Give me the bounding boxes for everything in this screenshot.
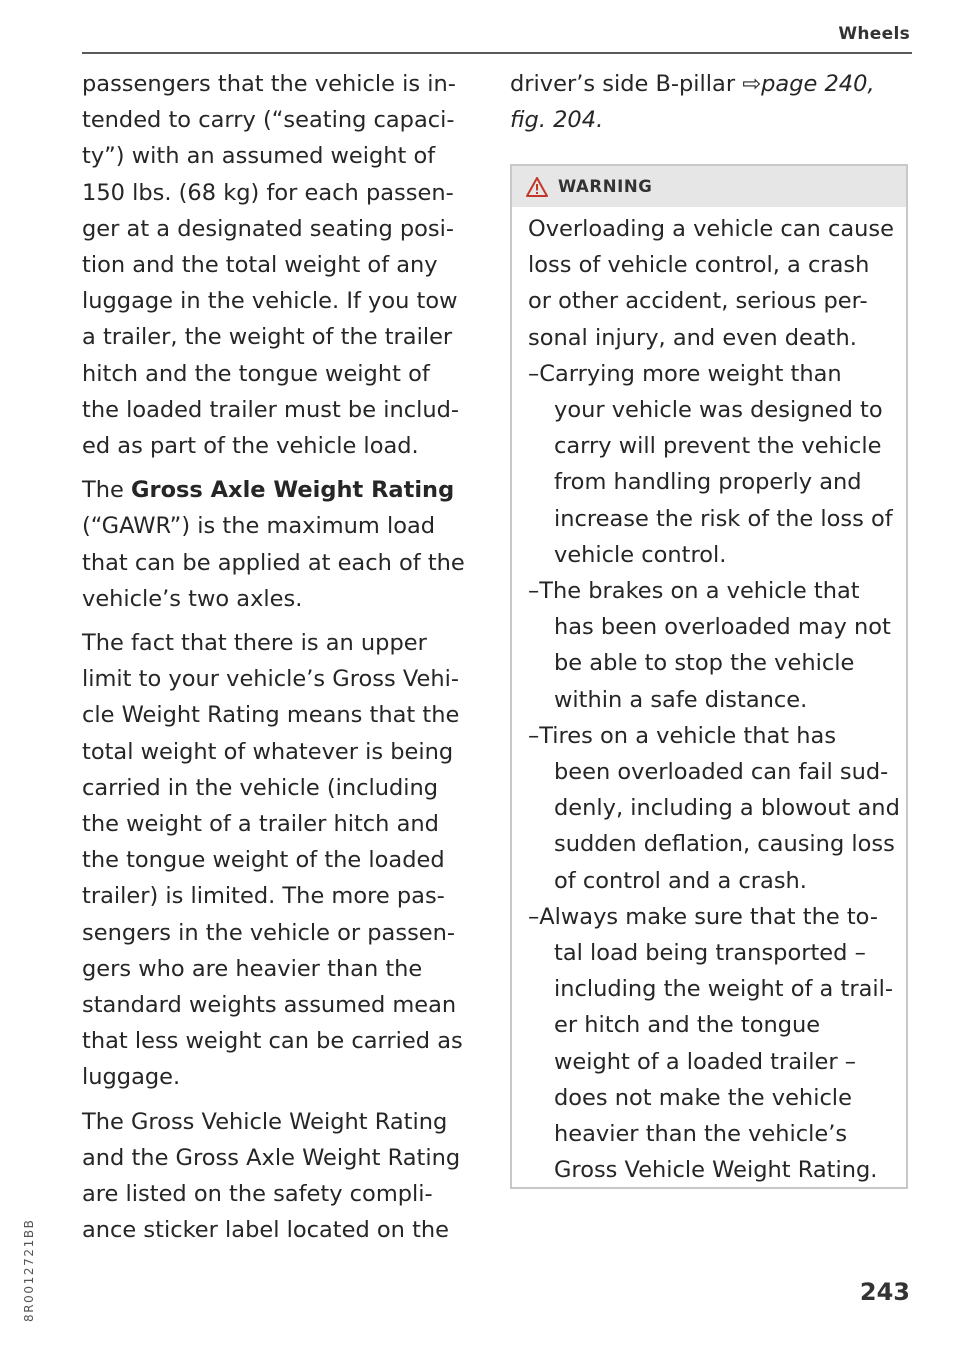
text-line: sengers in the vehicle or passen-	[82, 919, 456, 946]
section-title: Wheels	[838, 24, 910, 44]
text-run: The	[82, 477, 131, 504]
text-line	[510, 66, 912, 102]
text-line: be able to stop the vehicle	[554, 650, 855, 677]
document-code: 8R0012721BB	[22, 1218, 36, 1322]
text-line: does not make the vehicle	[554, 1084, 852, 1111]
text-line: tended to carry (“seating capaci-	[82, 107, 455, 134]
text-line: or other accident, serious per-	[528, 288, 868, 315]
warning-body	[512, 207, 906, 1188]
text-line: –Carrying more weight than	[528, 360, 842, 387]
text-line: that can be applied at each of the	[82, 549, 465, 576]
paragraph-1	[82, 66, 482, 464]
text-line: hitch and the tongue weight of	[82, 360, 430, 387]
paragraph-2	[82, 472, 482, 617]
text-line: loss of vehicle control, a crash	[528, 252, 870, 279]
text-line: standard weights assumed mean	[82, 992, 457, 1019]
text-line: ance sticker label located on the	[82, 1217, 449, 1244]
text-line: (“GAWR”) is the maximum load	[82, 513, 436, 540]
text-line	[82, 472, 482, 508]
text-line: 150 lbs. (68 kg) for each passen-	[82, 179, 454, 206]
text-line: trailer) is limited. The more pas-	[82, 883, 445, 910]
text-line: your vehicle was designed to	[554, 397, 883, 424]
text-line: denly, including a blowout and	[554, 795, 900, 822]
text-line: The Gross Vehicle Weight Rating	[82, 1108, 448, 1135]
text-line: –Tires on a vehicle that has	[528, 722, 837, 749]
warning-box	[510, 164, 908, 1189]
warning-triangle-icon	[526, 177, 548, 197]
header-rule	[82, 52, 912, 54]
text-line: ty”) with an assumed weight of	[82, 143, 436, 170]
text-line: within a safe distance.	[554, 686, 808, 713]
text-line: The fact that there is an upper	[82, 630, 427, 657]
figure-reference-link[interactable]: fig. 204.	[510, 107, 604, 134]
page-number: 243	[859, 1278, 910, 1306]
text-line: and the Gross Axle Weight Rating	[82, 1144, 461, 1171]
warning-bullet	[528, 718, 906, 899]
paragraph-3	[82, 625, 482, 1096]
text-line: the weight of a trailer hitch and	[82, 811, 439, 838]
text-line: a trailer, the weight of the trailer	[82, 324, 453, 351]
text-line: vehicle’s two axles.	[82, 585, 303, 612]
text-run: driver’s side B-pillar	[510, 71, 743, 97]
text-line: limit to your vehicle’s Gross Vehi-	[82, 666, 459, 693]
warning-bullet	[528, 356, 906, 573]
text-line: Overloading a vehicle can cause	[528, 216, 894, 242]
text-line: total weight of whatever is being	[82, 738, 454, 765]
right-column	[510, 66, 912, 138]
text-line: cle Weight Rating means that the	[82, 702, 460, 729]
text-line: er hitch and the tongue	[554, 1012, 821, 1039]
left-column	[82, 66, 482, 1257]
text-line: increase the risk of the loss of	[554, 505, 893, 532]
text-line: luggage in the vehicle. If you tow	[82, 288, 458, 315]
text-line: –The brakes on a vehicle that	[528, 578, 860, 605]
paragraph-4	[82, 1104, 482, 1249]
text-line: are listed on the safety compli-	[82, 1181, 433, 1208]
warning-bullet	[528, 573, 906, 718]
text-line: gers who are heavier than the	[82, 955, 423, 982]
text-line: –Always make sure that the to-	[528, 903, 878, 930]
text-line: the tongue weight of the loaded	[82, 847, 445, 874]
xref-arrow-icon: ⇨	[742, 71, 762, 97]
warning-header	[512, 166, 906, 207]
text-line: the loaded trailer must be includ-	[82, 396, 459, 423]
term-gross-axle-weight-rating: Gross Axle Weight Rating	[131, 477, 455, 504]
text-line: luggage.	[82, 1064, 181, 1091]
text-line: from handling properly and	[554, 469, 862, 496]
text-line: tion and the total weight of any	[82, 252, 438, 279]
text-line: carried in the vehicle (including	[82, 774, 439, 801]
page-reference-link[interactable]: page 240,	[761, 71, 875, 97]
text-line: sonal injury, and even death.	[528, 324, 857, 351]
warning-title: WARNING	[558, 177, 653, 196]
text-line: weight of a loaded trailer –	[554, 1048, 857, 1075]
warning-bullet	[528, 899, 906, 1189]
text-line: vehicle control.	[554, 541, 727, 568]
text-line: has been overloaded may not	[554, 614, 891, 641]
text-line: ed as part of the vehicle load.	[82, 433, 419, 460]
text-line: Gross Vehicle Weight Rating.	[554, 1157, 878, 1184]
text-line: heavier than the vehicle’s	[554, 1121, 848, 1148]
text-line: passengers that the vehicle is in-	[82, 71, 456, 97]
text-line: tal load being transported –	[554, 940, 866, 967]
text-line: been overloaded can fail sud-	[554, 759, 889, 786]
text-line: that less weight can be carried as	[82, 1028, 463, 1055]
text-line: carry will prevent the vehicle	[554, 433, 882, 460]
text-line: sudden deflation, causing loss	[554, 831, 895, 858]
text-line: ger at a designated seating posi-	[82, 215, 455, 242]
text-line: of control and a crash.	[554, 867, 807, 894]
text-line: including the weight of a trail-	[554, 976, 893, 1003]
